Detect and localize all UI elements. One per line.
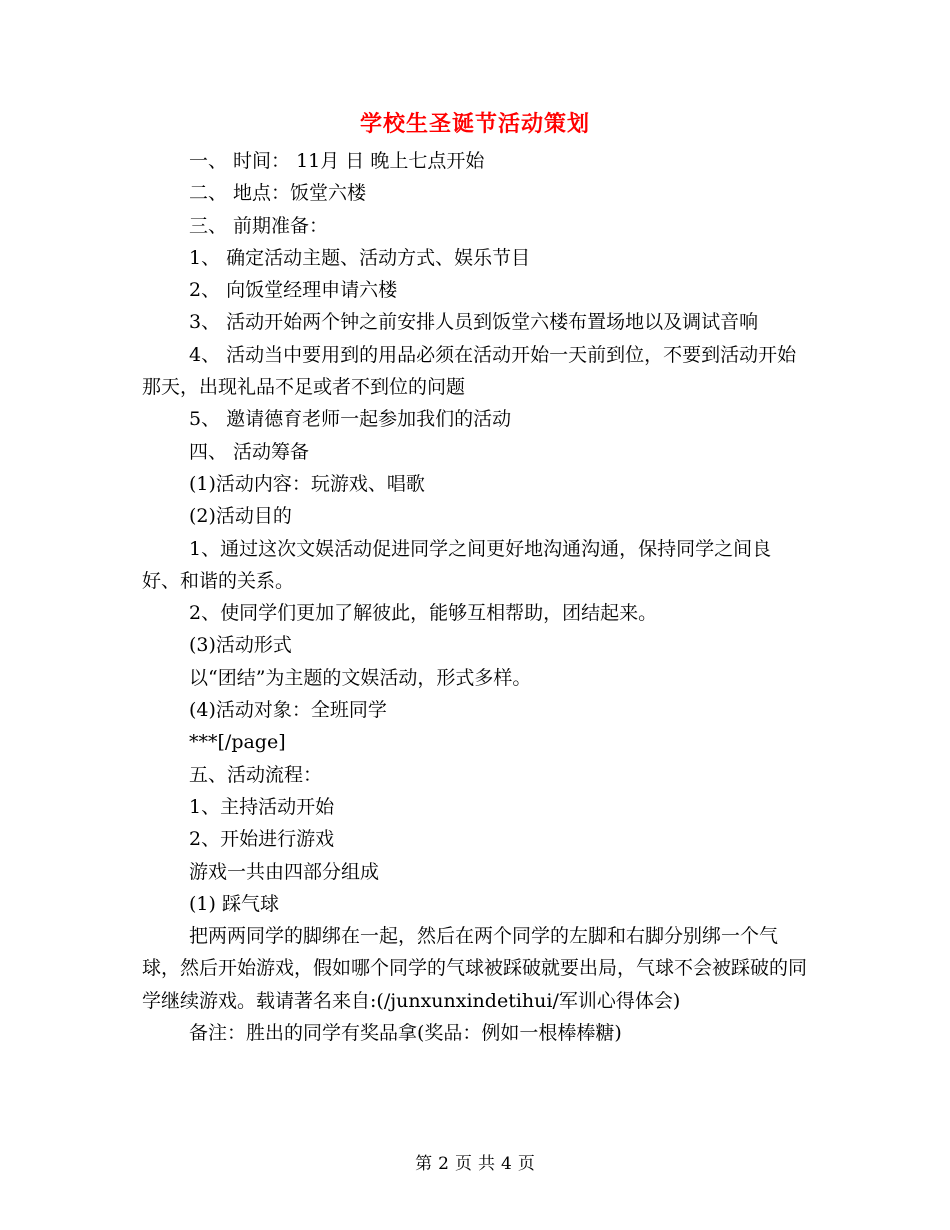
paragraph-activity-content: (1)活动内容：玩游戏、唱歌 — [189, 472, 425, 495]
paragraph-time: 一、 时间： 11月 日 晚上七点开始 — [189, 150, 485, 172]
paragraph-game-overview: 游戏一共由四部分组成 — [189, 860, 380, 883]
paragraph-prep-item-3: 3、 活动开始两个钟之前安排人员到饭堂六楼布置场地以及调试音响 — [189, 311, 759, 334]
footer-total-pages: 4 — [501, 1154, 512, 1174]
paragraph-activity-form: 以“团结”为主题的文娱活动，形式多样。 — [189, 666, 532, 689]
paragraph-activity-form-heading: (3)活动形式 — [189, 634, 292, 657]
footer-current-page: 2 — [438, 1154, 449, 1174]
paragraph-process-heading: 五、活动流程： — [189, 763, 323, 786]
paragraph-process-2: 2、开始进行游戏 — [189, 828, 335, 851]
paragraph-game-1-heading: (1) 踩气球 — [189, 892, 279, 915]
paragraph-page-marker: ***[/page] — [189, 731, 286, 754]
paragraph-process-1: 1、主持活动开始 — [189, 795, 335, 818]
paragraph-game-1-description: 把两两同学的脚绑在一起，然后在两个同学的左脚和右脚分别绑一个气球，然后开始游戏，假如哪个同学的气球被踩破就要出局，气球不会被踩破的同学继续游戏。载请著名来自:(/junxunxindetihui/军训心得体会) — [142, 925, 808, 1012]
footer-total-label: 共 — [478, 1154, 495, 1174]
paragraph-location: 二、 地点：饭堂六楼 — [189, 182, 367, 205]
footer-total-unit: 页 — [517, 1154, 535, 1174]
paragraph-purpose-1: 1、通过这次文娱活动促进同学之间更好地沟通沟通，保持同学之间良好、和谐的关系。 — [142, 537, 772, 592]
paragraph-activity-target: (4)活动对象：全班同学 — [189, 699, 387, 722]
document-title: 学校生圣诞节活动策划 — [359, 111, 590, 137]
footer-prefix: 第 — [415, 1154, 433, 1174]
document-body — [142, 145, 808, 1049]
paragraph-purpose-2: 2、使同学们更加了解彼此，能够互相帮助，团结起来。 — [189, 602, 658, 625]
paragraph-activity-purpose-heading: (2)活动目的 — [189, 505, 292, 528]
paragraph-preparation-heading: 三、 前期准备： — [189, 214, 329, 237]
page-footer — [0, 1152, 950, 1176]
paragraph-prep-item-4: 4、 活动当中要用到的用品必须在活动开始一天前到位，不要到活动开始那天，出现礼品不足或者不到位的问题 — [142, 343, 797, 399]
paragraph-prep-item-2: 2、 向饭堂经理申请六楼 — [189, 279, 398, 302]
paragraph-game-1-note: 备注：胜出的同学有奖品拿(奖品：例如一根棒棒糖) — [189, 1022, 622, 1045]
paragraph-prep-item-1: 1、 确定活动主题、活动方式、娱乐节目 — [189, 246, 531, 269]
paragraph-planning-heading: 四、 活动筹备 — [189, 440, 310, 463]
paragraph-prep-item-5: 5、 邀请德育老师一起参加我们的活动 — [189, 408, 512, 431]
footer-page-unit: 页 — [455, 1154, 472, 1174]
